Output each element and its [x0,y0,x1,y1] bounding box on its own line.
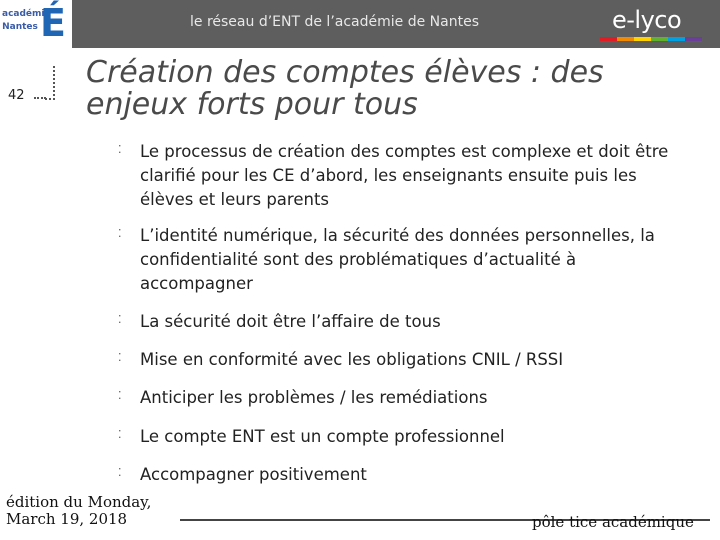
dotted-bullet-icon: ⁚ [118,466,122,479]
brand-accent-stripe [600,37,702,41]
brand-accent-segment [685,37,702,41]
brand-accent-segment [617,37,634,41]
bullet-item [118,386,688,410]
bullet-item [118,463,688,487]
header-bar [0,0,720,48]
bullet-item [118,310,688,334]
bullet-text: L’identité numérique, la sécurité des données personnelles, la confidentialité sont des problématiques d’actualité à accompagner [140,226,655,293]
bullet-item [118,425,688,449]
bullet-text: Le processus de création des comptes est complexe et doit être clarifié pour les CE d’abord, les enseignants ensuite puis les élèves et leurs parents [140,142,669,209]
slide-title: Création des comptes élèves : des enjeux forts pour tous [86,55,604,122]
page-number: 42 [8,88,25,103]
bullet-item [118,140,688,212]
brand-accent-segment [651,37,668,41]
brand-accent-segment [668,37,685,41]
dotted-bullet-icon: ⁚ [118,351,122,364]
bullet-text: Le compte ENT est un compte professionnel [140,427,505,446]
footer-organization: pôle tice académique [532,513,694,531]
bullet-item [118,224,688,296]
bullet-text: Mise en conformité avec les obligations CNIL / RSSI [140,350,564,369]
bullet-text: Accompagner positivement [140,465,367,484]
dotted-bullet-icon: ⁚ [118,143,122,156]
brand-accent-segment [600,37,617,41]
footer-date: édition du Monday, March 19, 2018 [6,493,152,528]
logo-line-1: académie [2,9,51,19]
bullet-text: La sécurité doit être l’affaire de tous [140,312,441,331]
dotted-bullet-icon: ⁚ [118,313,122,326]
dotted-bullet-icon: ⁚ [118,389,122,402]
bullet-text: Anticiper les problèmes / les remédiations [140,388,488,407]
academie-nantes-logo [0,0,72,48]
brand-accent-segment [634,37,651,41]
header-title: le réseau d’ENT de l’académie de Nantes [190,14,479,30]
dotted-bullet-icon: ⁚ [118,227,122,240]
dotted-bullet-icon: ⁚ [118,428,122,441]
logo-text [2,8,51,34]
logo-line-2: Nantes [2,22,38,32]
logo-mark: É [40,1,66,45]
bullet-item [118,348,688,372]
page-number-dots-icon [34,97,46,99]
brand-logo: e-lyco [612,6,682,34]
page-number-bracket-icon [45,66,55,100]
